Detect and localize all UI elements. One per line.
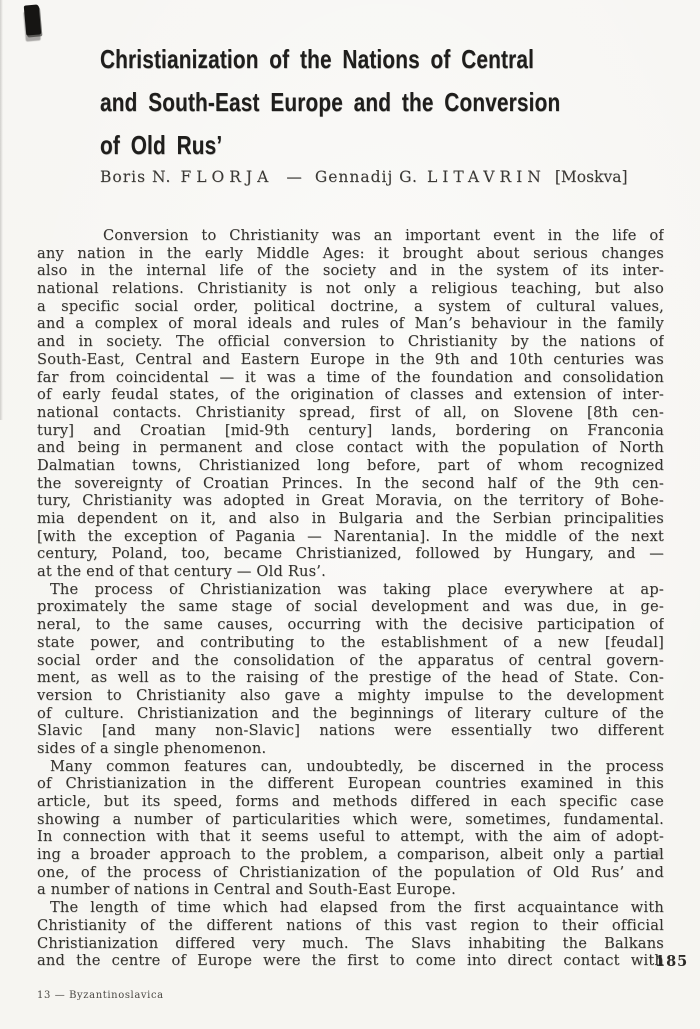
title-line: and South-East Europe and the Conversion [100,87,561,117]
text-line: proximately the same stage of social development and was due, in ge- [37,598,664,616]
text-line: South-East, Central and Eastern Europe in the 9th and 10th centuries was [37,350,664,368]
footer-note: 13 — Byzantinoslavica [37,990,164,1001]
text-line: and the centre of Europe were the first to come into direct contact with [37,952,664,970]
author-surname: LITAVRIN [426,168,546,186]
text-line: and being in permanent and close contact with the population of North [37,439,664,457]
text-line: century, Poland, too, became Christianized, followed by Hungary, and — [37,545,664,563]
authors-affiliation: [Moskva] [554,168,628,186]
text-line: [with the exception of Pagania — Narentania]. In the middle of the next [37,527,664,545]
authors-line [100,168,660,186]
text-line: mia dependent on it, and also in Bulgaria and the Serbian principalities [37,510,664,527]
ink-smudge-artifact [24,4,42,35]
text-line: Conversion to Christianity was an important event in the life of [103,227,664,244]
text-line: also in the internal life of the society and in the system of its inter- [37,262,664,280]
text-line: showing a number of particularities which were, sometimes, fundamental. [37,810,664,828]
author-given-name: Gennadij G. [314,168,418,186]
text-line: Christianization differed very much. The Slavs inhabiting the Balkans [37,934,664,952]
text-line: ment, as well as to the raising of the prestige of the head of State. Con- [37,669,664,687]
paragraph [37,758,664,900]
paragraph [37,227,664,581]
text-line: version to Christianity also gave a mighty impulse to the development [37,686,664,704]
title-line: Christianization of the Nations of Central [100,44,535,74]
text-line: of early feudal states, of the origination of classes and extension of inter- [37,386,664,404]
text-line: national relations. Christianity is not only a religious teaching, but also [37,280,664,298]
paragraph [37,581,664,758]
paragraph [37,899,664,970]
text-line: The process of Christianization was taking place everywhere at ap- [50,580,664,598]
text-line: sides of a single phenomenon. [37,739,267,757]
text-line: Dalmatian towns, Christianized long before, part of whom recognized [37,456,664,474]
article-title [100,38,600,167]
text-line: The length of time which had elapsed from the first acquaintance with [50,899,664,917]
text-line: tury, Christianity was adopted in Great Moravia, on the territory of Bohe- [37,492,664,510]
text-line: social order and the consolidation of the apparatus of central govern- [37,651,664,669]
text-line: Many common features can, undoubtedly, be discerned in the process [50,757,664,775]
text-line: article, but its speed, forms and methods differed in each specific case [37,793,664,810]
text-line: In connection with that it seems useful to attempt, with the aim of adopt- [37,828,664,846]
text-line: one, of the process of Christianization of the population of Old Rus’ and [37,863,664,881]
text-line: of culture. Christianization and the beginnings of literary culture of the [37,704,664,722]
text-line: any nation in the early Middle Ages: it brought about serious changes [37,244,664,262]
page-number: 185 [655,953,689,970]
text-line: tury] and Croatian [mid-9th century] lands, bordering on Franconia [37,421,664,439]
text-line: national contacts. Christianity spread, first of all, on Slovene [8th cen- [37,403,664,421]
text-line: a number of nations in Central and South-East Europe. [37,881,456,899]
text-line: neral, to the same causes, occurring with the decisive participation of [37,616,664,634]
text-line: far from coincidental — it was a time of the foundation and consolidation [37,368,664,386]
text-line: Christianity of the different nations of this vast region to their official [37,916,664,934]
text-line: and in society. The official conversion to Christianity by the nations of [37,333,664,351]
scan-edge-shading [0,0,3,420]
text-line: state power, and contributing to the establishment of a new [feudal] [37,633,664,651]
text-line: at the end of that century — Old Rus’. [37,563,326,581]
authors-separator: — [286,168,302,186]
text-line: and a complex of moral ideals and rules of Man’s behaviour in the family [37,315,664,333]
text-line: Slavic [and many non-Slavic] nations were essentially two different [37,722,664,740]
article-body [37,227,664,970]
text-line: ing a broader approach to the problem, a comparison, albeit only a partial [37,846,664,864]
text-line: of Christianization in the different European countries examined in this [37,775,664,793]
text-line: a specific social order, political doctrine, a system of cultural values, [37,297,664,315]
text-line: the sovereignty of Croatian Princes. In the second half of the 9th cen- [37,474,664,492]
author-surname: FLORJA [180,168,274,186]
author-given-name: Boris N. [100,168,172,186]
title-line: of Old Rus’ [100,130,223,160]
